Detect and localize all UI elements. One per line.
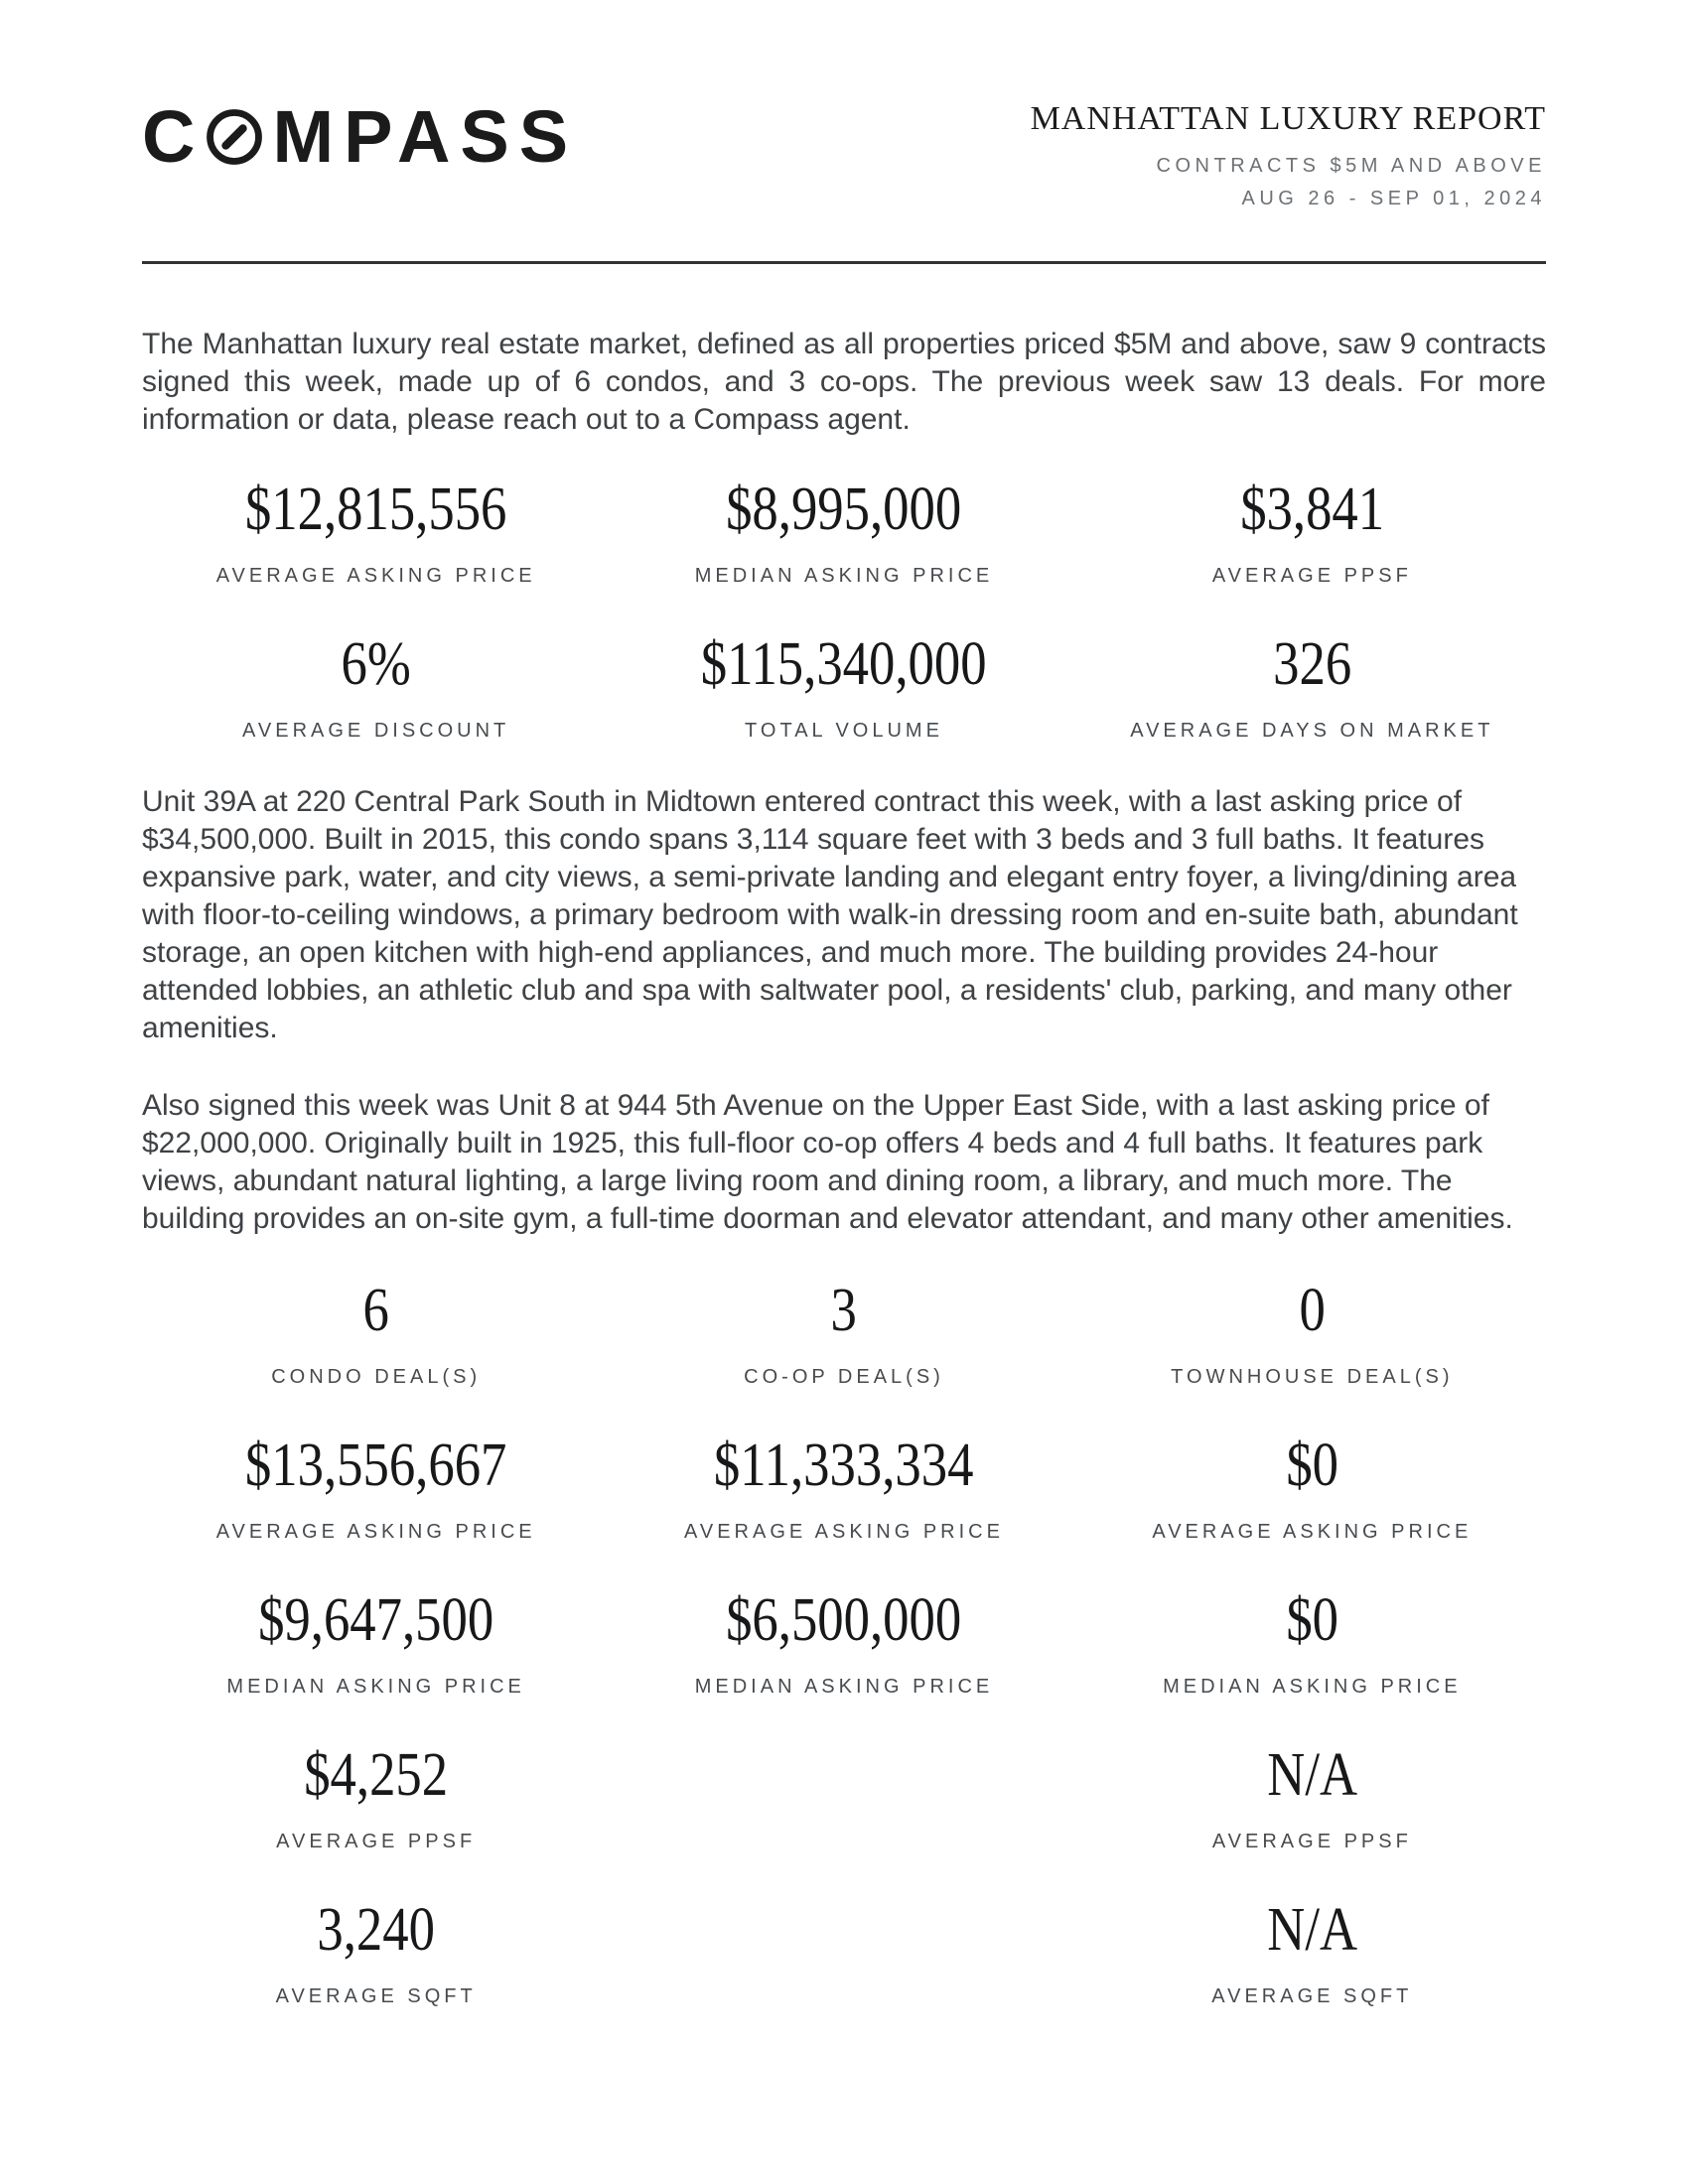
stat-cell-townhouse-average-ppsf: [1078, 1740, 1546, 1853]
stat-cell-condo-average-asking-price: [142, 1431, 610, 1544]
stat-cell-coop-deals: [610, 1276, 1077, 1389]
stat-label: AVERAGE DISCOUNT: [242, 720, 510, 742]
stat-cell-average-days-on-market: [1078, 629, 1546, 743]
stat-cell-empty: [610, 1895, 1077, 2008]
report-header-right: [1031, 102, 1546, 208]
report-title: MANHATTAN LUXURY REPORT: [1030, 100, 1546, 137]
stat-value: N/A: [1266, 1896, 1357, 1964]
stat-value: 3,240: [317, 1896, 435, 1964]
stat-cell-condo-deals: [142, 1276, 610, 1389]
stat-label: MEDIAN ASKING PRICE: [694, 1676, 994, 1698]
stat-value: 3: [830, 1277, 858, 1344]
stat-label: AVERAGE SQFT: [275, 1985, 477, 2007]
stat-value: 6%: [341, 630, 411, 698]
stat-label: AVERAGE ASKING PRICE: [215, 1521, 536, 1543]
stat-label: AVERAGE ASKING PRICE: [1152, 1521, 1473, 1543]
logo-letters-mpass: MPASS: [272, 95, 579, 178]
compass-logo: [142, 95, 579, 178]
stat-value: $11,333,334: [714, 1432, 974, 1499]
stat-cell-average-discount: [142, 629, 610, 743]
intro-paragraph: The Manhattan luxury real estate market, defined as all properties priced $5M and above, saw 9 contracts signed this week, made up of 6 condos, and 3 co-ops. The previous week saw 13 deals. For more information or data, please reach out to a Compass agent.: [142, 328, 1546, 436]
stat-value: $8,995,000: [726, 476, 962, 543]
logo-letter-c: C: [142, 95, 206, 178]
stat-value: $0: [1285, 1586, 1338, 1654]
featured-listing-paragraph-1: Unit 39A at 220 Central Park South in Midtown entered contract this week, with a last asking price of $34,500,000. Built in 2015, this condo spans 3,114 square feet with 3 beds and 3 full baths. It features expansive park, water, and city views, a semi-private landing and elegant entry foyer, a living/dining area with floor-to-ceiling windows, a primary bedroom with walk-in dressing room and en-suite bath, abundant storage, an open kitchen with high-end appliances, and much more. The building provides 24-hour attended lobbies, an athletic club and spa with saltwater pool, a residents' club, parking, and many other amenities.: [142, 785, 1518, 1044]
stat-value: 0: [1299, 1277, 1326, 1344]
stat-value: $13,556,667: [244, 1432, 507, 1499]
stat-value: $4,252: [304, 1741, 449, 1809]
stat-cell-total-volume: [610, 629, 1077, 743]
report-subtitle: CONTRACTS $5M AND ABOVE: [1156, 155, 1546, 177]
stat-label: AVERAGE ASKING PRICE: [215, 565, 536, 587]
stat-cell-townhouse-average-asking-price: [1078, 1431, 1546, 1544]
stat-value: 6: [362, 1277, 389, 1344]
report-date-range: AUG 26 - SEP 01, 2024: [1241, 188, 1546, 209]
stat-value: $0: [1285, 1432, 1338, 1499]
stat-cell-townhouse-median-asking-price: [1078, 1585, 1546, 1699]
stat-value: $3,841: [1239, 476, 1384, 543]
stat-cell-condo-average-sqft: [142, 1895, 610, 2008]
featured-listing-paragraph-2: Also signed this week was Unit 8 at 944 5th Avenue on the Upper East Side, with a last asking price of $22,000,000. Originally built in 1925, this full-floor co-op offers 4 beds and 4 full baths. It features park views, abundant natural lighting, a large living room and dining room, a library, and much more. The building provides an on-site gym, a full-time doorman and elevator attendant, and many other amenities.: [142, 1089, 1513, 1235]
stat-value: $9,647,500: [258, 1586, 494, 1654]
stat-label: TOWNHOUSE DEAL(S): [1171, 1366, 1454, 1388]
stat-label: CO-OP DEAL(S): [744, 1366, 944, 1388]
stat-cell-coop-median-asking-price: [610, 1585, 1077, 1699]
stat-label: AVERAGE PPSF: [1211, 1831, 1412, 1852]
stat-value: N/A: [1266, 1741, 1357, 1809]
stat-cell-median-asking-price: [610, 475, 1077, 588]
stat-value: $115,340,000: [701, 630, 987, 698]
stat-label: MEDIAN ASKING PRICE: [226, 1676, 525, 1698]
stat-cell-average-asking-price: [142, 475, 610, 588]
stat-cell-townhouse-average-sqft: [1078, 1895, 1546, 2008]
stat-label: MEDIAN ASKING PRICE: [1163, 1676, 1462, 1698]
stat-value: $6,500,000: [726, 1586, 962, 1654]
header-divider: [142, 261, 1546, 264]
stat-cell-condo-median-asking-price: [142, 1585, 610, 1699]
stat-label: MEDIAN ASKING PRICE: [694, 565, 994, 587]
stat-cell-coop-average-asking-price: [610, 1431, 1077, 1544]
stat-value: 326: [1272, 630, 1351, 698]
stat-cell-condo-average-ppsf: [142, 1740, 610, 1853]
stat-label: CONDO DEAL(S): [271, 1366, 482, 1388]
stat-label: AVERAGE PPSF: [276, 1831, 477, 1852]
summary-stats-grid: [142, 475, 1546, 743]
stat-label: AVERAGE ASKING PRICE: [684, 1521, 1004, 1543]
stat-cell-empty: [610, 1740, 1077, 1853]
compass-needle-o-icon: [206, 108, 263, 166]
breakdown-stats-grid: [142, 1276, 1546, 2008]
report-header: [142, 0, 1546, 208]
stat-label: AVERAGE SQFT: [1211, 1985, 1413, 2007]
stat-label: AVERAGE DAYS ON MARKET: [1130, 720, 1494, 742]
stat-cell-average-ppsf: [1078, 475, 1546, 588]
stat-label: TOTAL VOLUME: [745, 720, 943, 742]
stat-cell-townhouse-deals: [1078, 1276, 1546, 1389]
stat-label: AVERAGE PPSF: [1211, 565, 1412, 587]
stat-value: $12,815,556: [244, 476, 507, 543]
